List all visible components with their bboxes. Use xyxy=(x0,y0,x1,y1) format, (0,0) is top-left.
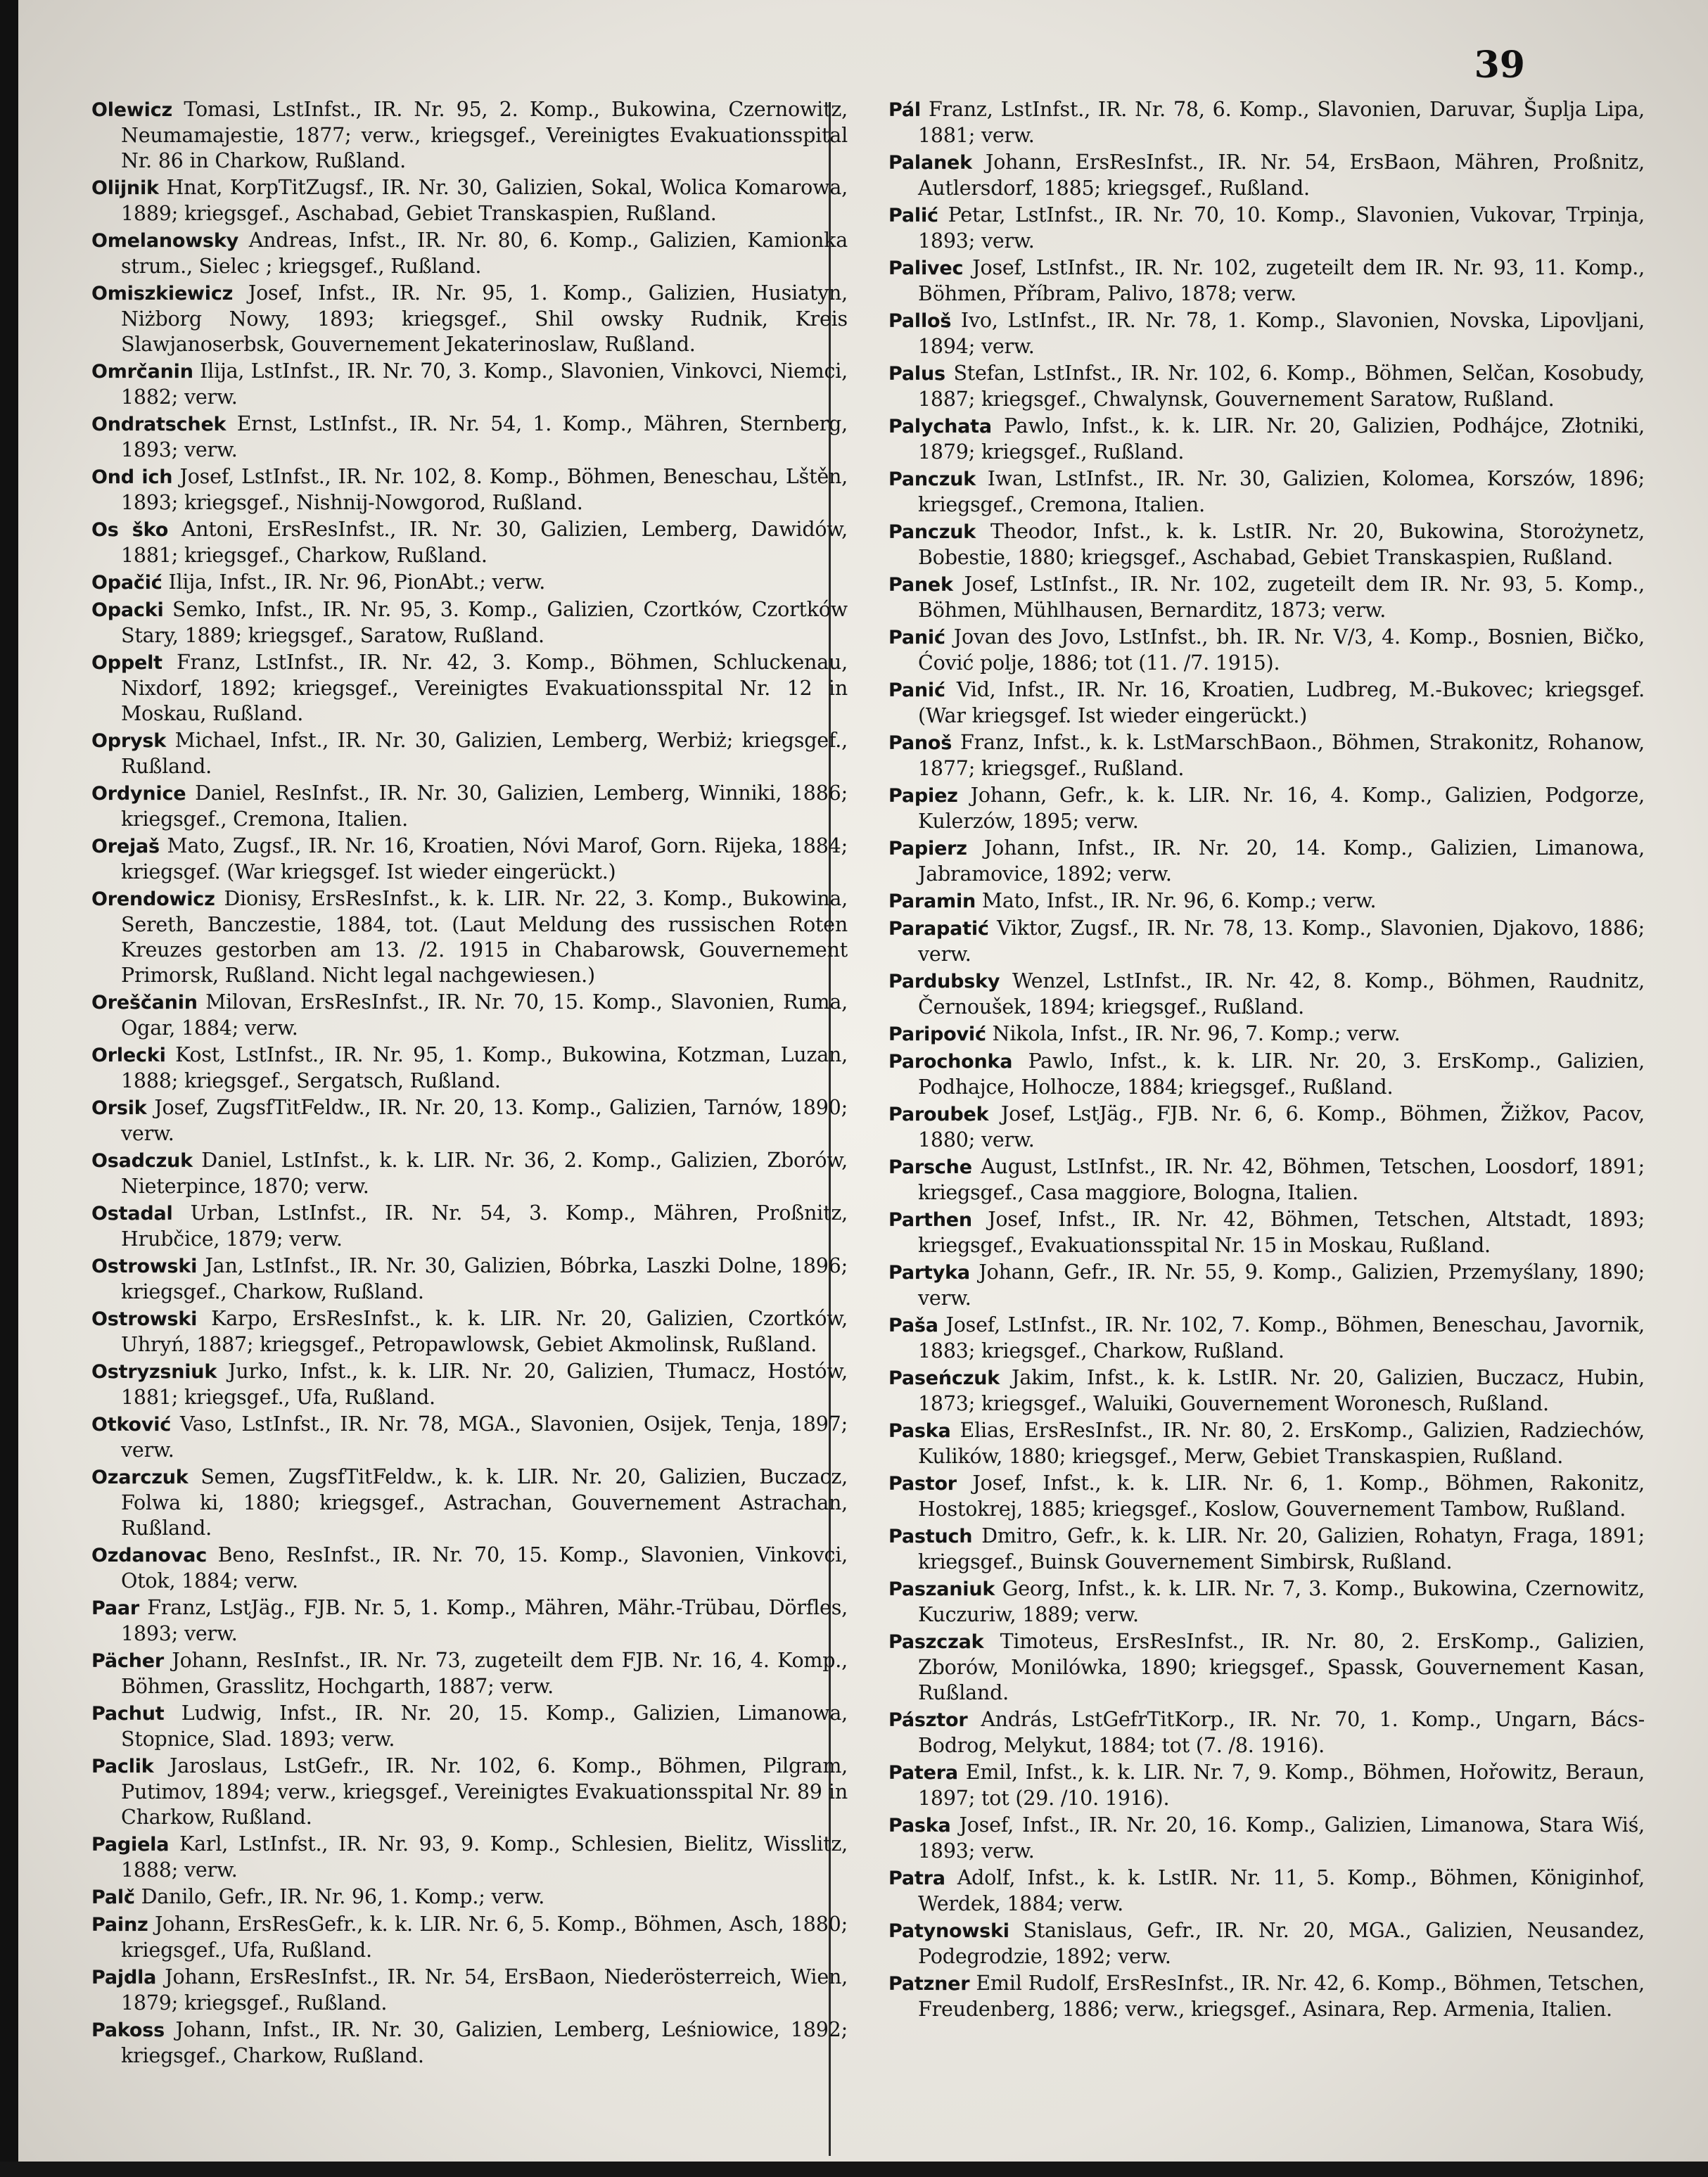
page-number: 39 xyxy=(1474,44,1525,87)
entry-details: Hnat, KorpTitZugsf., IR. Nr. 30, Galizien, Sokal, Wolica Komarowa, 1889; kriegsgef., Aschabad, Gebiet Transkaspien, Rußland. xyxy=(121,176,848,225)
entry-surname: Paroubek xyxy=(888,1104,989,1125)
list-entry xyxy=(91,1095,848,1147)
entry-details: Vaso, LstInfst., IR. Nr. 78, MGA., Slavonien, Osijek, Tenja, 1897; verw. xyxy=(121,1412,848,1462)
list-entry xyxy=(888,572,1645,623)
list-entry xyxy=(888,1313,1645,1364)
entry-details: Josef, LstInfst., IR. Nr. 102, 7. Komp., Böhmen, Beneschau, Javornik, 1883; kriegsgef., Charkow, Rußland. xyxy=(918,1313,1645,1362)
entry-details: Johann, Gefr., k. k. LIR. Nr. 16, 4. Komp., Galizien, Podgorze, Kulerzów, 1895; verw. xyxy=(918,784,1645,833)
entry-surname: Papierz xyxy=(888,838,967,860)
list-entry xyxy=(888,1760,1645,1811)
entry-surname: Omrčanin xyxy=(91,361,193,383)
list-entry xyxy=(888,916,1645,967)
entry-details: Beno, ResInfst., IR. Nr. 70, 15. Komp., Slavonien, Vinkovci, Otok, 1884; verw. xyxy=(121,1543,848,1592)
entry-surname: Os ško xyxy=(91,519,169,541)
entry-surname: Ondratschek xyxy=(91,414,227,435)
list-entry xyxy=(91,1253,848,1305)
list-entry xyxy=(888,625,1645,676)
entry-surname: Panczuk xyxy=(888,521,976,543)
entry-surname: Paseńczuk xyxy=(888,1367,1000,1389)
entry-surname: Opacki xyxy=(91,599,164,621)
entry-details: Josef, ZugsfTitFeldw., IR. Nr. 20, 13. Komp., Galizien, Tarnów, 1890; verw. xyxy=(121,1096,848,1145)
list-entry xyxy=(888,466,1645,518)
left-column xyxy=(91,97,848,2070)
list-entry xyxy=(91,281,848,357)
entry-surname: Paska xyxy=(888,1815,951,1837)
list-entry xyxy=(91,834,848,885)
entry-details: Emil, Infst., k. k. LIR. Nr. 7, 9. Komp., Böhmen, Hořowitz, Beraun, 1897; tot (29. /10. 1916). xyxy=(918,1761,1645,1810)
entry-details: Dionisy, ErsResInfst., k. k. LIR. Nr. 22, 3. Komp., Bukowina, Sereth, Banczestie, 1884, tot. (Laut Meldung des russischen Roten Kreuzes gestorben am 13. /2. 1915 in Chabarowsk, Gouvernement Primorsk, Rußland. Nicht legal nachgewiesen.) xyxy=(121,887,848,987)
entry-surname: Patynowski xyxy=(888,1920,1009,1942)
entry-surname: Palloš xyxy=(888,310,952,332)
list-entry xyxy=(888,783,1645,834)
list-entry xyxy=(91,1543,848,1594)
list-entry xyxy=(91,781,848,832)
list-entry xyxy=(91,1464,848,1541)
entry-surname: Omiszkiewicz xyxy=(91,283,234,305)
list-entry xyxy=(888,1365,1645,1417)
entry-details: Adolf, Infst., k. k. LstIR. Nr. 11, 5. Komp., Böhmen, Königinhof, Werdek, 1884; verw. xyxy=(918,1866,1645,1915)
list-entry xyxy=(91,597,848,649)
list-entry xyxy=(888,888,1645,914)
entry-surname: Paša xyxy=(888,1315,938,1336)
entry-surname: Palić xyxy=(888,205,938,226)
entry-surname: Osadczuk xyxy=(91,1150,193,1172)
entry-surname: Parsche xyxy=(888,1156,972,1178)
list-entry xyxy=(91,886,848,988)
list-entry xyxy=(888,1021,1645,1047)
entry-surname: Panoš xyxy=(888,732,952,754)
entry-details: Jurko, Infst., k. k. LIR. Nr. 20, Galizien, Tłumacz, Hostów, 1881; kriegsgef., Ufa, Rußland. xyxy=(121,1360,848,1409)
entry-details: Iwan, LstInfst., IR. Nr. 30, Galizien, Kolomea, Korszów, 1896; kriegsgef., Cremona, Italien. xyxy=(918,467,1645,516)
entry-details: Timoteus, ErsResInfst., IR. Nr. 80, 2. ErsKomp., Galizien, Zborów, Monilówka, 1890; kriegsgef., Spassk, Gouvernement Kasan, Rußland. xyxy=(918,1630,1645,1704)
entry-details: Stanislaus, Gefr., IR. Nr. 20, MGA., Galizien, Neusandez, Podegrodzie, 1892; verw. xyxy=(918,1919,1645,1968)
entry-details: Johann, ErsResInfst., IR. Nr. 54, ErsBaon, Niederösterreich, Wien, 1879; kriegsgef., Rußland. xyxy=(121,1965,848,2015)
list-entry xyxy=(888,969,1645,1020)
list-entry xyxy=(888,1971,1645,2022)
entry-details: Franz, Infst., k. k. LstMarschBaon., Böhmen, Strakonitz, Rohanow, 1877; kriegsgef., Rußland. xyxy=(918,731,1645,780)
entry-surname: Ostrowski xyxy=(91,1256,198,1277)
entry-details: Johann, ErsResGefr., k. k. LIR. Nr. 6, 5. Komp., Böhmen, Asch, 1880; kriegsgef., Ufa, Rußland. xyxy=(121,1913,848,1962)
list-entry xyxy=(888,1154,1645,1206)
list-entry xyxy=(91,1359,848,1410)
entry-details: Andreas, Infst., IR. Nr. 80, 6. Komp., Galizien, Kamionka strum., Sielec ; kriegsgef., Rußland. xyxy=(121,229,848,278)
entry-surname: Palanek xyxy=(888,152,972,174)
list-entry xyxy=(91,2017,848,2069)
entry-surname: Pajdla xyxy=(91,1967,157,1988)
entry-surname: Orejaš xyxy=(91,836,160,857)
entry-details: Theodor, Infst., k. k. LstIR. Nr. 20, Bukowina, Storożynetz, Bobestie, 1880; kriegsgef., Aschabad, Gebiet Transkaspien, Rußland. xyxy=(918,520,1645,569)
entry-details: Ilija, LstInfst., IR. Nr. 70, 3. Komp., Slavonien, Vinkovci, Niemci, 1882; verw. xyxy=(121,359,848,409)
entry-details: Milovan, ErsResInfst., IR. Nr. 70, 15. Komp., Slavonien, Ruma, Ogar, 1884; verw. xyxy=(121,990,848,1040)
list-entry xyxy=(91,1912,848,1963)
entry-details: Dmitro, Gefr., k. k. LIR. Nr. 20, Galizien, Rohatyn, Fraga, 1891; kriegsgef., Buinsk Gouvernement Simbirsk, Rußland. xyxy=(918,1524,1645,1573)
entry-details: August, LstInfst., IR. Nr. 42, Böhmen, Tetschen, Loosdorf, 1891; kriegsgef., Casa maggiore, Bologna, Italien. xyxy=(918,1155,1645,1204)
entry-details: Mato, Zugsf., IR. Nr. 16, Kroatien, Nóvi Marof, Gorn. Rijeka, 1884; kriegsgef. (War kriegsgef. Ist wieder eingerückt.) xyxy=(121,834,848,883)
entry-details: Josef, LstInfst., IR. Nr. 102, zugeteilt dem IR. Nr. 93, 5. Komp., Böhmen, Mühlhausen, Bernarditz, 1873; verw. xyxy=(918,573,1645,622)
list-entry xyxy=(888,1260,1645,1311)
list-entry xyxy=(91,1648,848,1699)
list-entry xyxy=(91,1884,848,1910)
entry-details: Vid, Infst., IR. Nr. 16, Kroatien, Ludbreg, M.-Bukovec; kriegsgef. (War kriegsgef. Ist wieder eingerückt.) xyxy=(918,678,1645,727)
list-entry xyxy=(91,1201,848,1252)
entry-surname: Ordynice xyxy=(91,783,186,805)
list-entry xyxy=(91,650,848,727)
entry-details: Kost, LstInfst., IR. Nr. 95, 1. Komp., Bukowina, Kotzman, Luzan, 1888; kriegsgef., Sergatsch, Rußland. xyxy=(121,1043,848,1092)
entry-details: Georg, Infst., k. k. LIR. Nr. 7, 3. Komp., Bukowina, Czernowitz, Kuczuriw, 1889; verw. xyxy=(918,1577,1645,1626)
entry-details: Daniel, ResInfst., IR. Nr. 30, Galizien, Lemberg, Winniki, 1886; kriegsgef., Cremona, Italien. xyxy=(121,781,848,831)
entry-surname: Oppelt xyxy=(91,652,162,674)
entry-details: Jaroslaus, LstGefr., IR. Nr. 102, 6. Komp., Böhmen, Pilgram, Putimov, 1894; verw., kriegsgef., Vereinigtes Evakuationsspital Nr. 89 in Charkow, Rußland. xyxy=(121,1754,848,1829)
entry-details: Daniel, LstInfst., k. k. LIR. Nr. 36, 2. Komp., Galizien, Zborów, Nieterpince, 1870; verw. xyxy=(121,1149,848,1198)
entry-surname: Oprysk xyxy=(91,730,167,752)
entry-surname: Pastuch xyxy=(888,1526,973,1547)
entry-surname: Otković xyxy=(91,1414,172,1436)
entry-surname: Palivec xyxy=(888,257,964,279)
entry-surname: Paramin xyxy=(888,890,976,912)
list-entry xyxy=(888,677,1645,729)
entry-details: Karpo, ErsResInfst., k. k. LIR. Nr. 20, Galizien, Czortków, Uhryń, 1887; kriegsgef., Petropawlowsk, Gebiet Akmolinsk, Rußland. xyxy=(121,1307,848,1356)
entry-details: Johann, Infst., IR. Nr. 30, Galizien, Lemberg, Leśniowice, 1892; kriegsgef., Charkow, Rußland. xyxy=(121,2018,848,2067)
entry-surname: Paclik xyxy=(91,1756,154,1777)
entry-details: Josef, Infst., IR. Nr. 42, Böhmen, Tetschen, Altstadt, 1893; kriegsgef., Evakuationsspital Nr. 15 in Moskau, Rußland. xyxy=(918,1208,1645,1257)
entry-surname: Palč xyxy=(91,1886,135,1908)
entry-surname: Pächer xyxy=(91,1650,164,1672)
entry-surname: Omelanowsky xyxy=(91,230,239,252)
entry-surname: Panić xyxy=(888,627,945,649)
list-entry xyxy=(888,1471,1645,1522)
entry-surname: Parthen xyxy=(888,1209,972,1231)
list-entry xyxy=(91,1306,848,1358)
list-entry xyxy=(91,1148,848,1199)
list-entry xyxy=(91,1595,848,1647)
list-entry xyxy=(888,1102,1645,1153)
entry-surname: Pachut xyxy=(91,1703,165,1725)
entry-surname: Ostrowski xyxy=(91,1308,198,1330)
list-entry xyxy=(91,1412,848,1463)
entry-details: Urban, LstInfst., IR. Nr. 54, 3. Komp., Mähren, Proßnitz, Hrubčice, 1879; verw. xyxy=(121,1201,848,1251)
entry-surname: Panczuk xyxy=(888,468,976,490)
entry-surname: Painz xyxy=(91,1914,148,1936)
entry-surname: Partyka xyxy=(888,1262,970,1284)
list-entry xyxy=(91,359,848,410)
entry-details: Elias, ErsResInfst., IR. Nr. 80, 2. ErsKomp., Galizien, Radziechów, Kulików, 1880; kriegsgef., Merw, Gebiet Transkaspien, Rußland. xyxy=(918,1419,1645,1468)
entry-surname: Orsik xyxy=(91,1097,147,1119)
entry-surname: Orendowicz xyxy=(91,888,215,910)
entry-surname: Panek xyxy=(888,574,953,596)
list-entry xyxy=(888,1629,1645,1706)
entry-surname: Palychata xyxy=(888,416,992,438)
list-entry xyxy=(91,570,848,596)
entry-surname: Pakoss xyxy=(91,2019,165,2041)
entry-details: Nikola, Infst., IR. Nr. 96, 7. Komp.; verw. xyxy=(992,1022,1401,1045)
list-entry xyxy=(91,1042,848,1094)
entry-details: Petar, LstInfst., IR. Nr. 70, 10. Komp., Slavonien, Vukovar, Trpinja, 1893; verw. xyxy=(918,203,1645,253)
entry-details: Johann, Infst., IR. Nr. 20, 14. Komp., Galizien, Limanowa, Jabramovice, 1892; verw. xyxy=(918,836,1645,886)
entry-surname: Panić xyxy=(888,679,945,701)
entry-surname: Ond ich xyxy=(91,466,173,488)
entry-details: Josef, LstJäg., FJB. Nr. 6, 6. Komp., Böhmen, Žižkov, Pacov, 1880; verw. xyxy=(918,1102,1645,1151)
entry-surname: Patra xyxy=(888,1868,945,1889)
entry-surname: Parochonka xyxy=(888,1051,1013,1073)
entry-surname: Ozdanovac xyxy=(91,1545,208,1566)
list-entry xyxy=(91,97,848,174)
entry-details: Semen, ZugsfTitFeldw., k. k. LIR. Nr. 20, Galizien, Buczacz, Folwa ki, 1880; kriegsgef., Astrachan, Gouvernement Astrachan, Rußland. xyxy=(121,1465,848,1540)
entry-details: Josef, Infst., k. k. LIR. Nr. 6, 1. Komp., Böhmen, Rakonitz, Hostokrej, 1885; kriegsgef., Koslow, Gouvernement Tambow, Rußland. xyxy=(918,1471,1645,1521)
list-entry xyxy=(91,411,848,463)
entry-details: Johann, ResInfst., IR. Nr. 73, zugeteilt dem FJB. Nr. 16, 4. Komp., Böhmen, Grasslitz, Hochgarth, 1887; verw. xyxy=(121,1649,848,1698)
entry-details: Emil Rudolf, ErsResInfst., IR. Nr. 42, 6. Komp., Böhmen, Tetschen, Freudenberg, 1886; verw., kriegsgef., Asinara, Rep. Armenia, Italien. xyxy=(918,1972,1645,2021)
entry-surname: Ostryzsniuk xyxy=(91,1361,217,1383)
entry-surname: Paszczak xyxy=(888,1631,984,1653)
list-entry xyxy=(888,255,1645,307)
entry-details: Danilo, Gefr., IR. Nr. 96, 1. Komp.; verw. xyxy=(141,1885,545,1908)
list-entry xyxy=(888,203,1645,254)
entry-details: Pawlo, Infst., k. k. LIR. Nr. 20, 3. ErsKomp., Galizien, Podhajce, Holhocze, 1884; kriegsgef., Rußland. xyxy=(918,1049,1645,1099)
entry-details: Antoni, ErsResInfst., IR. Nr. 30, Galizien, Lemberg, Dawidów, 1881; kriegsgef., Charkow, Rußland. xyxy=(121,518,848,567)
entry-surname: Patera xyxy=(888,1762,958,1784)
entry-details: Semko, Infst., IR. Nr. 95, 3. Komp., Galizien, Czortków, Czortków Stary, 1889; kriegsgef., Saratow, Rußland. xyxy=(121,598,848,647)
entry-surname: Pastor xyxy=(888,1473,957,1495)
list-entry xyxy=(888,1418,1645,1469)
list-entry xyxy=(888,308,1645,359)
list-entry xyxy=(888,1207,1645,1258)
list-entry xyxy=(888,1576,1645,1628)
right-column xyxy=(888,97,1645,2070)
scan-edge-left xyxy=(0,0,18,2177)
entry-surname: Parapatić xyxy=(888,918,989,940)
list-entry xyxy=(91,1965,848,2016)
list-entry xyxy=(91,728,848,779)
list-entry xyxy=(888,1707,1645,1758)
list-entry xyxy=(888,1918,1645,1969)
entry-details: Josef, LstInfst., IR. Nr. 102, 8. Komp., Böhmen, Beneschau, Lštěn, 1893; kriegsgef., Nishnij-Nowgorod, Rußland. xyxy=(121,465,848,514)
entry-details: Ernst, LstInfst., IR. Nr. 54, 1. Komp., Mähren, Sternberg, 1893; verw. xyxy=(121,412,848,461)
entry-details: Michael, Infst., IR. Nr. 30, Galizien, Lemberg, Werbiż; kriegsgef., Rußland. xyxy=(121,729,848,778)
list-entry xyxy=(91,175,848,226)
list-entry xyxy=(91,1701,848,1752)
list-entry xyxy=(91,990,848,1041)
list-entry xyxy=(888,1865,1645,1917)
entry-details: Josef, Infst., IR. Nr. 95, 1. Komp., Galizien, Husiatyn, Niżborg Nowy, 1893; kriegsgef., Shil owsky Rudnik, Kreis Slawjanoserbsk, Gouvernement Jekaterinoslaw, Rußland. xyxy=(121,281,848,356)
list-entry xyxy=(888,97,1645,148)
entry-surname: Paska xyxy=(888,1420,951,1442)
entry-details: Wenzel, LstInfst., IR. Nr. 42, 8. Komp., Böhmen, Raudnitz, Černoušek, 1894; kriegsgef., Rußland. xyxy=(918,969,1645,1019)
list-entry xyxy=(91,228,848,279)
entry-details: Jovan des Jovo, LstInfst., bh. IR. Nr. V/3, 4. Komp., Bosnien, Bičko, Ćović polje, 1886; tot (11. /7. 1915). xyxy=(918,625,1645,675)
list-entry xyxy=(888,519,1645,570)
list-entry xyxy=(888,1049,1645,1100)
columns xyxy=(91,97,1666,2070)
list-entry xyxy=(888,730,1645,781)
list-entry xyxy=(91,517,848,568)
entry-surname: Olijnik xyxy=(91,177,159,199)
entry-details: Josef, Infst., IR. Nr. 20, 16. Komp., Galizien, Limanowa, Stara Wiś, 1893; verw. xyxy=(918,1813,1645,1863)
entry-details: Stefan, LstInfst., IR. Nr. 102, 6. Komp., Böhmen, Selčan, Kosobudy, 1887; kriegsgef., Chwalynsk, Gouvernement Saratow, Rußland. xyxy=(918,362,1645,411)
entry-surname: Pásztor xyxy=(888,1709,968,1731)
list-entry xyxy=(888,361,1645,412)
entry-surname: Oreščanin xyxy=(91,992,198,1014)
list-entry xyxy=(888,414,1645,465)
entry-surname: Opačić xyxy=(91,572,162,594)
entry-surname: Pardubsky xyxy=(888,971,1000,992)
entry-surname: Ostadal xyxy=(91,1203,173,1225)
entry-surname: Pagiela xyxy=(91,1834,170,1856)
entry-surname: Pál xyxy=(888,99,921,121)
list-entry xyxy=(91,1754,848,1830)
entry-details: András, LstGefrTitKorp., IR. Nr. 70, 1. Komp., Ungarn, Bács-Bodrog, Melykut, 1884; tot (7. /8. 1916). xyxy=(918,1708,1645,1757)
entry-details: Josef, LstInfst., IR. Nr. 102, zugeteilt dem IR. Nr. 93, 11. Komp., Böhmen, Příbram, Palivo, 1878; verw. xyxy=(918,256,1645,305)
entry-details: Franz, LstInfst., IR. Nr. 42, 3. Komp., Böhmen, Schluckenau, Nixdorf, 1892; kriegsgef., Vereinigtes Evakuationsspital Nr. 12 in Moskau, Rußland. xyxy=(121,651,848,725)
scan-edge-bottom xyxy=(0,2162,1708,2177)
entry-details: Karl, LstInfst., IR. Nr. 93, 9. Komp., Schlesien, Bielitz, Wisslitz, 1888; verw. xyxy=(121,1832,848,1882)
entry-surname: Paszaniuk xyxy=(888,1578,995,1600)
entry-surname: Palus xyxy=(888,363,945,385)
entry-details: Ludwig, Infst., IR. Nr. 20, 15. Komp., Galizien, Limanowa, Stopnice, Slad. 1893; verw. xyxy=(121,1702,848,1751)
entry-surname: Patzner xyxy=(888,1973,970,1995)
entry-details: Viktor, Zugsf., IR. Nr. 78, 13. Komp., Slavonien, Djakovo, 1886; verw. xyxy=(918,917,1645,966)
list-entry xyxy=(888,1813,1645,1864)
entry-details: Ivo, LstInfst., IR. Nr. 78, 1. Komp., Slavonien, Novska, Lipovljani, 1894; verw. xyxy=(918,309,1645,358)
entry-surname: Paar xyxy=(91,1597,140,1619)
entry-details: Franz, LstInfst., IR. Nr. 78, 6. Komp., Slavonien, Daruvar, Šuplja Lipa, 1881; verw. xyxy=(918,98,1645,147)
list-entry xyxy=(91,464,848,516)
entry-details: Jakim, Infst., k. k. LstIR. Nr. 20, Galizien, Buczacz, Hubin, 1873; kriegsgef., Waluiki, Gouvernement Woronesch, Rußland. xyxy=(918,1366,1645,1415)
entry-details: Pawlo, Infst., k. k. LIR. Nr. 20, Galizien, Podhájce, Złotniki, 1879; kriegsgef., Rußland. xyxy=(918,414,1645,464)
entry-details: Ilija, Infst., IR. Nr. 96, PionAbt.; verw. xyxy=(168,570,546,594)
entry-details: Johann, Gefr., IR. Nr. 55, 9. Komp., Galizien, Przemyślany, 1890; verw. xyxy=(918,1260,1645,1310)
entry-surname: Paripović xyxy=(888,1023,986,1045)
list-entry xyxy=(888,1524,1645,1575)
entry-details: Franz, LstJäg., FJB. Nr. 5, 1. Komp., Mähren, Mähr.-Trübau, Dörfles, 1893; verw. xyxy=(121,1596,848,1645)
entry-surname: Ozarczuk xyxy=(91,1467,189,1488)
entry-surname: Orlecki xyxy=(91,1045,166,1066)
entry-details: Johann, ErsResInfst., IR. Nr. 54, ErsBaon, Mähren, Proßnitz, Autlersdorf, 1885; kriegsgef., Rußland. xyxy=(918,151,1645,200)
entry-surname: Papiez xyxy=(888,785,958,807)
entry-details: Jan, LstInfst., IR. Nr. 30, Galizien, Bóbrka, Laszki Dolne, 1896; kriegsgef., Charkow, Rußland. xyxy=(121,1254,848,1303)
entry-surname: Olewicz xyxy=(91,99,173,121)
entry-details: Mato, Infst., IR. Nr. 96, 6. Komp.; verw. xyxy=(981,889,1377,912)
entry-details: Tomasi, LstInfst., IR. Nr. 95, 2. Komp., Bukowina, Czernowitz, Neumamajestie, 1877; verw., kriegsgef., Vereinigtes Evakuationsspital Nr. 86 in Charkow, Rußland. xyxy=(121,98,848,172)
list-entry xyxy=(888,150,1645,201)
list-entry xyxy=(91,1832,848,1883)
list-entry xyxy=(888,836,1645,887)
